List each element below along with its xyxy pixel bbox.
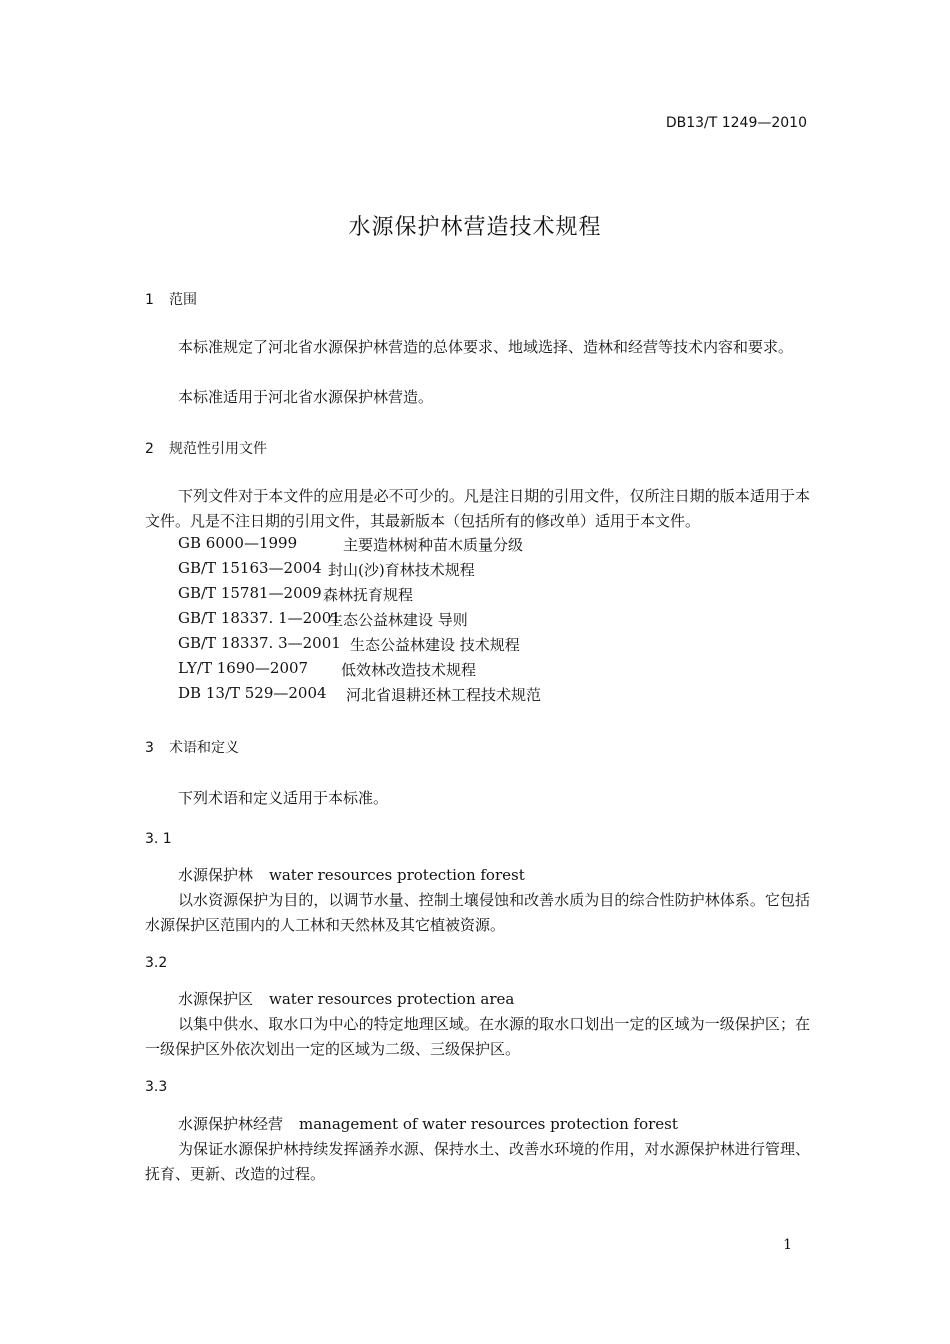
term-chinese: 水源保护林经营 [178,1115,284,1133]
section-number: 2 [145,441,154,457]
section-1-heading [145,289,197,309]
reference-code: GB/T 18337. 1—2001 [178,609,341,627]
reference-code: DB 13/T 529—2004 [178,684,327,702]
term-heading [178,1113,678,1134]
section-number: 1 [145,292,154,308]
section-number: 3 [145,740,154,756]
section-2-intro: 下列文件对于本文件的应用是必不可少的。凡是注日期的引用文件，仅所注日期的版本适用于本文件。凡是不注日期的引用文件，其最新版本（包括所有的修改单）适用于本文件。 [145,487,810,530]
section-3-heading [145,737,239,757]
reference-title: 森林抚育规程 [323,586,414,604]
reference-title: 低效林改造技术规程 [341,661,477,679]
reference-title: 封山(沙)育林技术规程 [328,561,475,579]
reference-code: LY/T 1690—2007 [178,659,309,677]
term-english: water resources protection area [269,990,515,1008]
term-heading [178,864,525,885]
reference-title: 生态公益林建设 技术规程 [350,636,520,654]
reference-title: 河北省退耕还林工程技术规范 [346,686,542,704]
clause-number: 3.3 [145,1079,168,1095]
term-english: water resources protection forest [269,866,525,884]
document-title: 水源保护林营造技术规程 [348,215,602,240]
term-chinese: 水源保护林 [178,866,254,884]
term-definition: 为保证水源保护林持续发挥涵养水源、保持水土、改善水环境的作用，对水源保护林进行管理、抚育、更新、改造的过程。 [145,1140,810,1183]
section-title: 规范性引用文件 [169,441,267,457]
term-heading [178,988,514,1009]
term-chinese: 水源保护区 [178,990,254,1008]
reference-code: GB 6000—1999 [178,534,298,552]
section-title: 术语和定义 [169,740,239,756]
page-number: 1 [783,1237,792,1253]
section-title: 范围 [169,292,197,308]
reference-code: GB/T 15781—2009 [178,584,322,602]
term-english: management of water resources protection forest [299,1115,678,1133]
section-1-paragraph-2: 本标准适用于河北省水源保护林营造。 [178,388,434,406]
section-1-paragraph-1: 本标准规定了河北省水源保护林营造的总体要求、地域选择、造林和经营等技术内容和要求。 [178,338,794,356]
reference-title: 生态公益林建设 导则 [328,611,468,629]
section-2-heading [145,438,267,458]
clause-number: 3.2 [145,955,168,971]
term-definition: 以集中供水、取水口为中心的特定地理区域。在水源的取水口划出一定的区域为一级保护区；在一级保护区外依次划出一定的区域为二级、三级保护区。 [145,1015,810,1058]
reference-code: GB/T 15163—2004 [178,559,322,577]
standard-number: DB13/T 1249—2010 [665,115,807,131]
reference-code: GB/T 18337. 3—2001 [178,634,341,652]
term-definition: 以水资源保护为目的，以调节水量、控制土壤侵蚀和改善水质为目的综合性防护林体系。它包括水源保护区范围内的人工林和天然林及其它植被资源。 [145,891,810,934]
section-3-intro: 下列术语和定义适用于本标准。 [178,789,389,807]
clause-number: 3. 1 [145,831,172,847]
reference-title: 主要造林树种苗木质量分级 [343,536,524,554]
